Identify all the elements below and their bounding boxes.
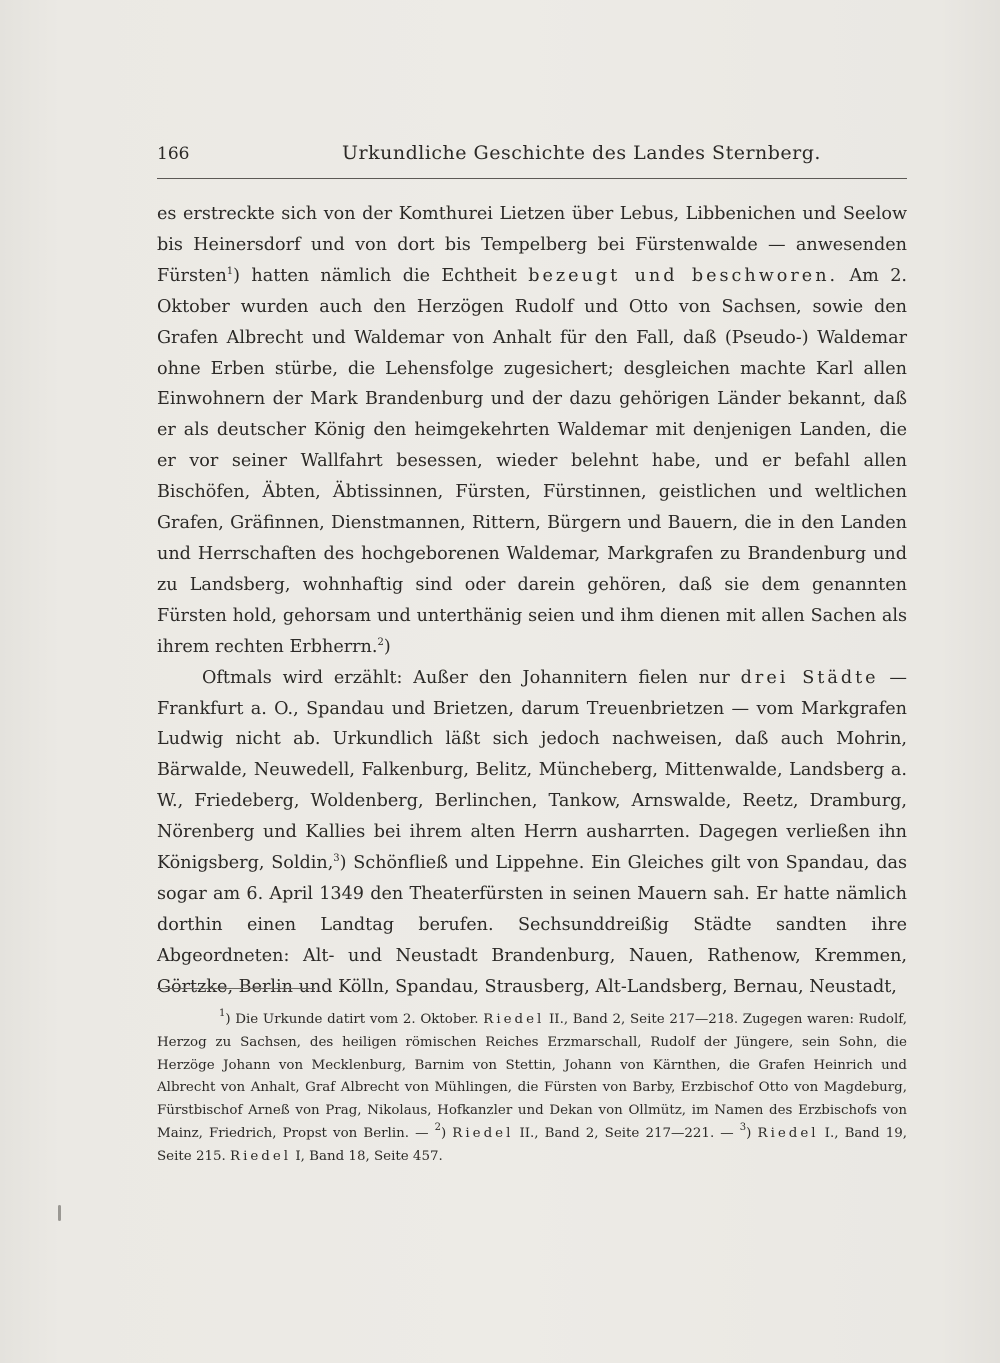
author-name: Riedel xyxy=(452,1125,514,1141)
footnote-text: ) Die Urkunde datirt vom 2. Oktober. xyxy=(225,1012,484,1027)
text-run: es erstreckte sich von der Komthurei Lietzen über Lebus, Libbenichen und Seelow bis Heinersdorf und von dort bis Tempelberg bei Fürstenwalde — anwesenden Fürsten xyxy=(157,204,907,286)
footnote-text: ) xyxy=(746,1125,758,1141)
body-text xyxy=(157,199,907,1003)
footnote-ref-1: 1 xyxy=(226,265,234,277)
author-name: Riedel xyxy=(757,1125,819,1141)
emphasis-spaced: bezeugt und beschworen. xyxy=(528,265,839,286)
footnote-text: ) xyxy=(440,1125,453,1141)
footnote-rule xyxy=(157,988,315,989)
footnotes xyxy=(157,1009,907,1169)
footnote-text: II., Band 2, Seite 217—221. — xyxy=(513,1125,740,1141)
text-run: ) hatten nämlich die Echtheit xyxy=(233,265,529,286)
footnote-marker-3: 3 xyxy=(739,1121,747,1133)
text-run: Oftmals wird erzählt: Außer den Johannitern fielen nur xyxy=(202,667,741,688)
footnote-text: I., Band 19, Seite 215. xyxy=(157,1125,907,1164)
footnote-text: II., Band 2, Seite 217—218. Zugegen waren: Rudolf, Herzog zu Sachsen, des heiligen römischen Reiches Erzmarschall, Rudolf der Jüngere, sein Sohn, die Herzöge Johann von Mecklenburg, Barnim von Stettin, Johann von Kärnthen, die Grafen Heinrich und Albrecht von Anhalt, Graf Albrecht von Mühlingen, die Fürsten von Barby, Erzbischof Otto von Magdeburg, Fürstbischof Arneß von Prag, Nikolaus, Hofkanzler und Dekan von Ollmütz, im Namen des Erzbischofs von Mainz, Friedrich, Propst von Berlin. — xyxy=(157,1012,908,1141)
header-rule xyxy=(157,178,907,179)
text-run: ) xyxy=(383,636,391,657)
footnote-ref-2: 2 xyxy=(377,636,384,648)
footnote-marker-1: 1 xyxy=(219,1008,226,1019)
text-run: Am 2. Oktober wurden auch den Herzögen Rudolf und Otto von Sachsen, sowie den Grafen Albrecht und Waldemar von Anhalt für den Fall, daß (Pseudo-) Waldemar ohne Erben stürbe, die Lehensfolge zugesichert; desgleichen machte Karl allen Einwohnern der Mark Brandenburg und der dazu gehörigen Länder bekannt, daß er als deutscher König den heimgekehrten Waldemar mit denjenigen Landen, die er vor seiner Wallfahrt besessen, wieder belehnt habe, und er befahl allen Bischöfen, Äbten, Äbtissinnen, Fürsten, Fürstinnen, geistlichen und weltlichen Grafen, Gräfinnen, Dienstmannen, Rittern, Bürgern und Bauern, die in den Landen und Herrschaften des hochgeborenen Waldemar, Markgrafen zu Brandenburg und zu Landsberg, wohnhaftig sind oder darein gehören, daß sie dem genannten Fürsten hold, gehorsam und unterthänig seien und ihm dienen mit allen Sachen als ihrem rechten Erbherrn. xyxy=(157,265,907,657)
emphasis-spaced: drei Städte xyxy=(740,667,879,688)
margin-smudge xyxy=(58,1205,61,1221)
footnote-text: I, Band 18, Seite 457. xyxy=(291,1148,443,1164)
footnote-ref-3: 3 xyxy=(333,853,340,865)
footnote-block xyxy=(157,1009,907,1169)
author-name: Riedel xyxy=(483,1012,545,1027)
text-run: — Frankfurt a. O., Spandau und Brietzen, darum Treuenbrietzen — vom Markgrafen Ludwig nicht ab. Urkundlich läßt sich jedoch nachweisen, daß auch Mohrin, Bärwalde, Neuwedell, Falkenburg, Belitz, Müncheberg, Mittenwalde, Landsberg a. W., Friedeberg, Woldenberg, Berlinchen, Tankow, Arnswalde, Reetz, Dramburg, Nörenberg und Kallies bei ihrem alten Herrn ausharrten. Dagegen verließen ihn Königsberg, Soldin, xyxy=(157,667,908,874)
author-name: Riedel xyxy=(230,1148,292,1164)
page-number: 166 xyxy=(157,144,190,164)
text-run: ) Schönfließ und Lippehne. Ein Gleiches gilt von Spandau, das sogar am 6. April 1349 den Theaterfürsten in seinen Mauern sah. Er hatte nämlich dorthin einen Landtag berufen. Sechsunddreißig Städte sandten ihre Abgeordneten: Alt- und Neustadt Brandenburg, Nauen, Rathenow, Kremmen, Görtzke, Berlin und Kölln, Spandau, Strausberg, Alt-Landsberg, Bernau, Neustadt, xyxy=(157,853,907,997)
paragraph-2 xyxy=(157,663,907,1003)
footnote-marker-2: 2 xyxy=(434,1121,441,1133)
running-header xyxy=(157,140,907,170)
running-title: Urkundliche Geschichte des Landes Sternberg. xyxy=(342,142,821,164)
paragraph-1 xyxy=(157,199,907,663)
